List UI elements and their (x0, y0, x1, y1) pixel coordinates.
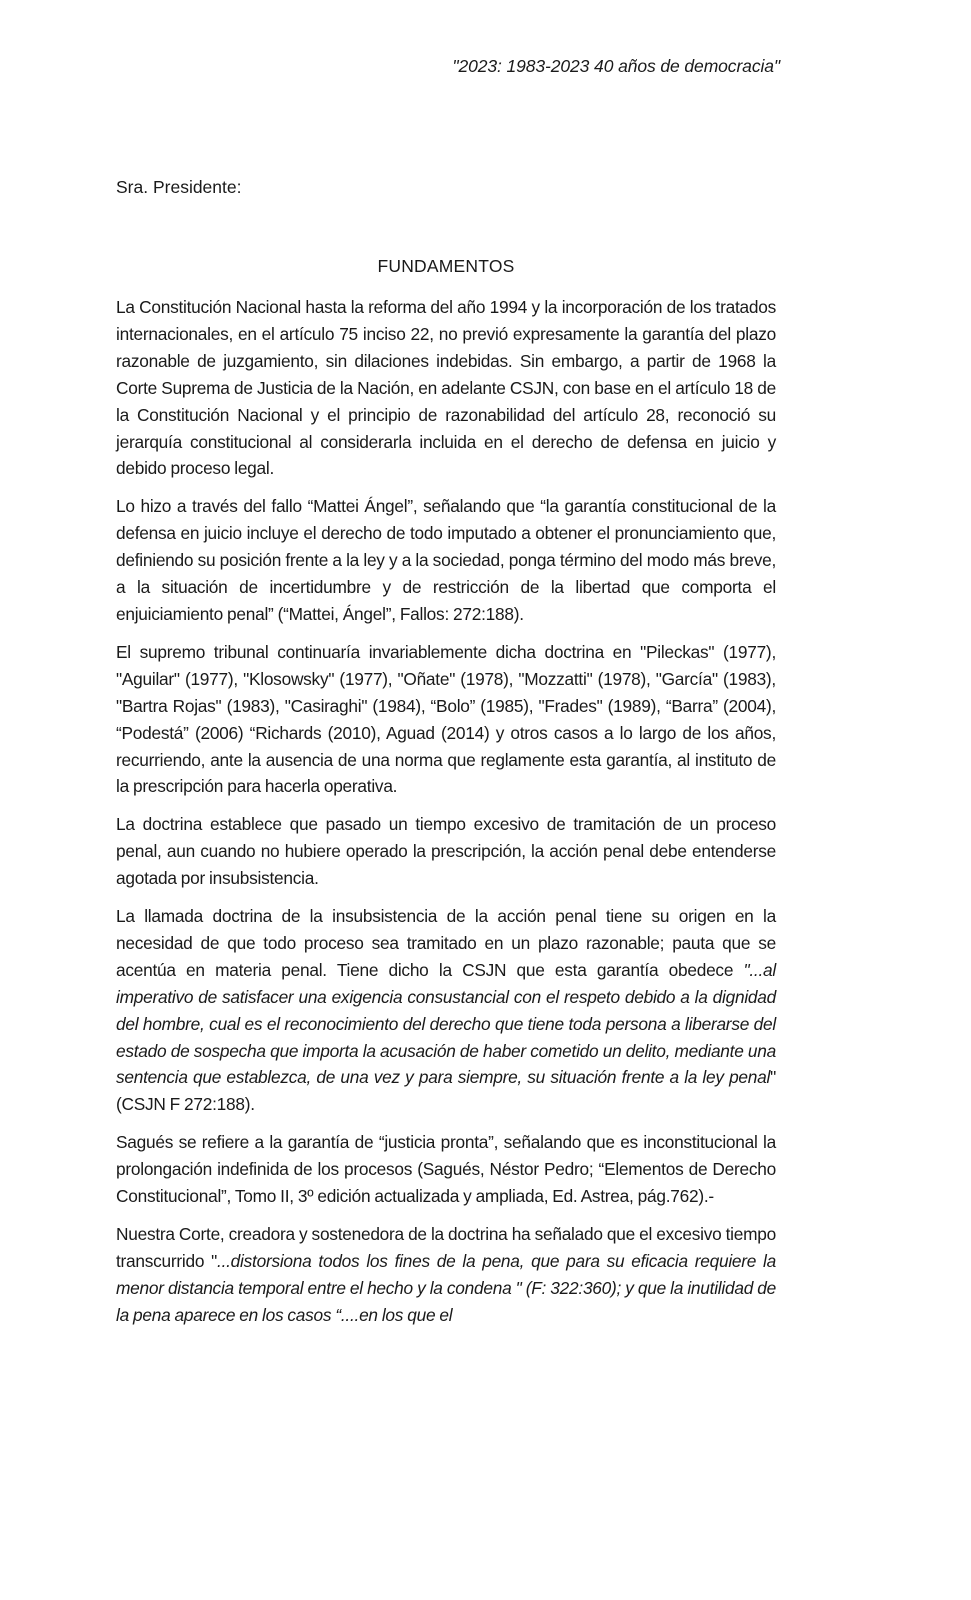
paragraph-text: La Constitución Nacional hasta la reforma del año 1994 y la incorporación de los tratados internacionales, en el artículo 75 inciso 22, no previó expresamente la garantía del plazo razonable de juzgamiento, sin dilaciones indebidas. Sin embargo, a partir de 1968 la Corte Suprema de Justicia de la Nación, en adelante CSJN, con base en el artículo 18 de la Constitución Nacional y el principio de razonabilidad del artículo 28, reconoció su jerarquía constitucional al considerarla incluida en el derecho de defensa en juicio y debido proceso legal. (116, 297, 776, 479)
paragraph-7 (116, 1221, 776, 1329)
body-text (116, 294, 776, 1340)
paragraph-text: Nuestra Corte, creadora y sostenedora de la doctrina ha señalado que el excesivo tiempo transcurrido " (116, 1224, 776, 1271)
paragraph-6 (116, 1129, 776, 1210)
paragraph-text: Lo hizo a través del fallo “Mattei Ángel”, señalando que “la garantía constitucional de la defensa en juicio incluye el derecho de todo imputado a obtener el pronunciamiento que, definiendo su posición frente a la ley y a la sociedad, ponga término del modo más breve, a la situación de incertidumbre y de restricción de la libertad que comporta el enjuiciamiento penal” (“Mattei, Ángel”, Fallos: 272:188). (116, 496, 776, 624)
paragraph-3 (116, 639, 776, 800)
section-title: FUNDAMENTOS (377, 256, 515, 276)
paragraph-text: La doctrina establece que pasado un tiempo excesivo de tramitación de un proceso penal, aun cuando no hubiere operado la prescripción, la acción penal debe entenderse agotada por insubsistencia. (116, 814, 776, 889)
citation-text: " (CSJN F 272:188). (116, 1067, 776, 1115)
paragraph-text: Sagués se refiere a la garantía de “justicia pronta”, señalando que es inconstitucional la prolongación indefinida de los procesos (Sagués, Néstor Pedro; “Elementos de Derecho Constitucional”, Tomo II, 3º edición actualizada y ampliada, Ed. Astrea, pág.762).- (116, 1132, 776, 1207)
quoted-text: ...distorsiona todos los fines de la pena, que para su eficacia requiere la menor distancia temporal entre el hecho y la condena " (F: 322:360); y que la inutilidad de la pena aparece en los casos “....en los que el (116, 1250, 776, 1325)
quoted-text: "...al imperativo de satisfacer una exigencia consustancial con el respeto debido a la dignidad del hombre, cual es el reconocimiento del derecho que tiene toda persona a liberarse del estado de sospecha que importa la acusación de haber cometido un delito, mediante una sentencia que establezca, de una vez y para siempre, su situación frente a la ley penal (116, 959, 776, 1088)
paragraph-text: El supremo tribunal continuaría invariablemente dicha doctrina en "Pileckas" (1977), "Aguilar" (1977), "Klosowsky" (1977), "Oñate" (1978), "Mozzatti" (1978), "García" (1983), "Bartra Rojas" (1983), "Casiraghi" (1984), “Bolo” (1985), "Frades" (1989), “Barra” (2004), “Podestá” (2006) “Richards (2010), Aguad (2014) y otros casos a lo largo de los años, recurriendo, ante la ausencia de una norma que reglamente esta garantía, al instituto de la prescripción para hacerla operativa. (116, 641, 776, 797)
paragraph-4 (116, 811, 776, 892)
paragraph-2 (116, 493, 776, 628)
header-motto: "2023: 1983-2023 40 años de democracia" (452, 56, 780, 76)
paragraph-1 (116, 294, 776, 482)
salutation: Sra. Presidente: (116, 177, 242, 197)
paragraph-text: La llamada doctrina de la insubsistencia de la acción penal tiene su origen en la necesidad de que todo proceso sea tramitado en un plazo razonable; pauta que se acentúa en materia penal. Tiene dicho la CSJN que esta garantía obedece (116, 906, 776, 980)
paragraph-5 (116, 903, 776, 1118)
